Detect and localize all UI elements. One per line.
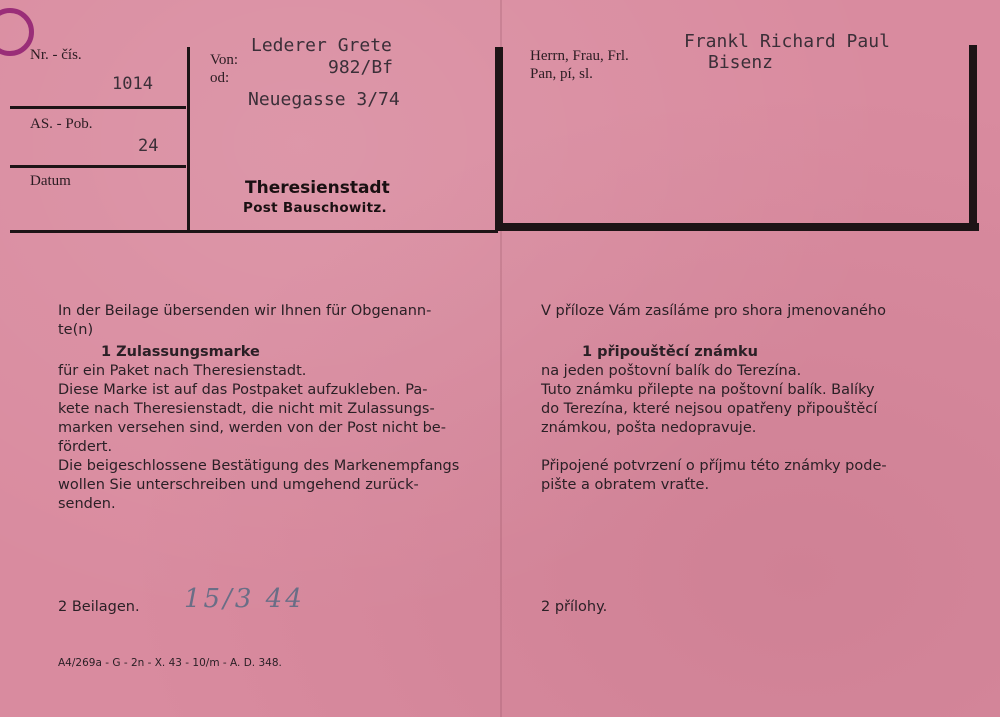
header-bottom-rule [10,230,498,233]
german-enclosures: 2 Beilagen. [58,599,140,615]
city-stamp: Theresienstadt [245,178,390,198]
sender-name: Lederer Grete [251,35,392,56]
purple-mark [0,8,34,56]
recipient-bracket-left [495,47,503,231]
recipient-name: Frankl Richard Paul [684,31,890,52]
von-label: Von: [210,52,239,68]
czech-line-7: pište a obratem vraťte. [541,477,710,493]
sender-number: 982/Bf [328,57,394,78]
vertical-rule-left [187,47,190,230]
nr-label: Nr. - čís. [30,47,82,63]
recipient-place: Bisenz [708,52,774,73]
german-line-7: fördert. [58,439,113,455]
german-line-2: te(n) [58,322,94,338]
czech-line-1: V příloze Vám zasíláme pro shora jmenovaného [541,303,886,319]
german-line-3: für ein Paket nach Theresienstadt. [58,363,307,379]
czech-heading: 1 připouštěcí známku [582,344,758,360]
german-line-6: marken versehen sind, werden von der Post nicht be- [58,420,446,436]
od-label: od: [210,70,230,86]
recipient-bracket-bottom [497,223,979,231]
german-line-1: In der Beilage übersenden wir Ihnen für Obgenann- [58,303,432,319]
nr-value: 1014 [112,74,153,94]
czech-line-2: na jeden poštovní balík do Terezína. [541,363,802,379]
recipient-label-german: Herrn, Frau, Frl. [530,48,629,64]
czech-line-5: známkou, pošta nedopravuje. [541,420,757,436]
header-divider-1 [10,106,186,109]
german-line-5: kete nach Theresienstadt, die nicht mit Zulassungs- [58,401,435,417]
form-code: A4/269a - G - 2n - X. 43 - 10/m - A. D. 348. [58,657,282,669]
as-label: AS. - Pob. [30,116,93,132]
czech-line-4: do Terezína, které nejsou opatřeny připouštěcí [541,401,878,417]
as-value: 24 [138,136,159,156]
recipient-label-czech: Pan, pí, sl. [530,66,593,82]
german-line-10: senden. [58,496,116,512]
german-line-4: Diese Marke ist auf das Postpaket aufzukleben. Pa- [58,382,428,398]
czech-enclosures: 2 přílohy. [541,599,608,615]
datum-label: Datum [30,173,71,189]
czech-line-6: Připojené potvrzení o příjmu této známky pode- [541,458,887,474]
german-line-9: wollen Sie unterschreiben und umgehend zurück- [58,477,419,493]
post-stamp: Post Bauschowitz. [243,200,387,216]
header-divider-2 [10,165,186,168]
czech-line-3: Tuto známku přilepte na poštovní balík. Balíky [541,382,875,398]
german-heading: 1 Zulassungsmarke [101,344,260,360]
recipient-bracket-right [969,45,977,231]
german-line-8: Die beigeschlossene Bestätigung des Markenempfangs [58,458,460,474]
sender-street: Neuegasse 3/74 [248,89,400,110]
handwritten-date: 15/3 44 [184,584,305,614]
